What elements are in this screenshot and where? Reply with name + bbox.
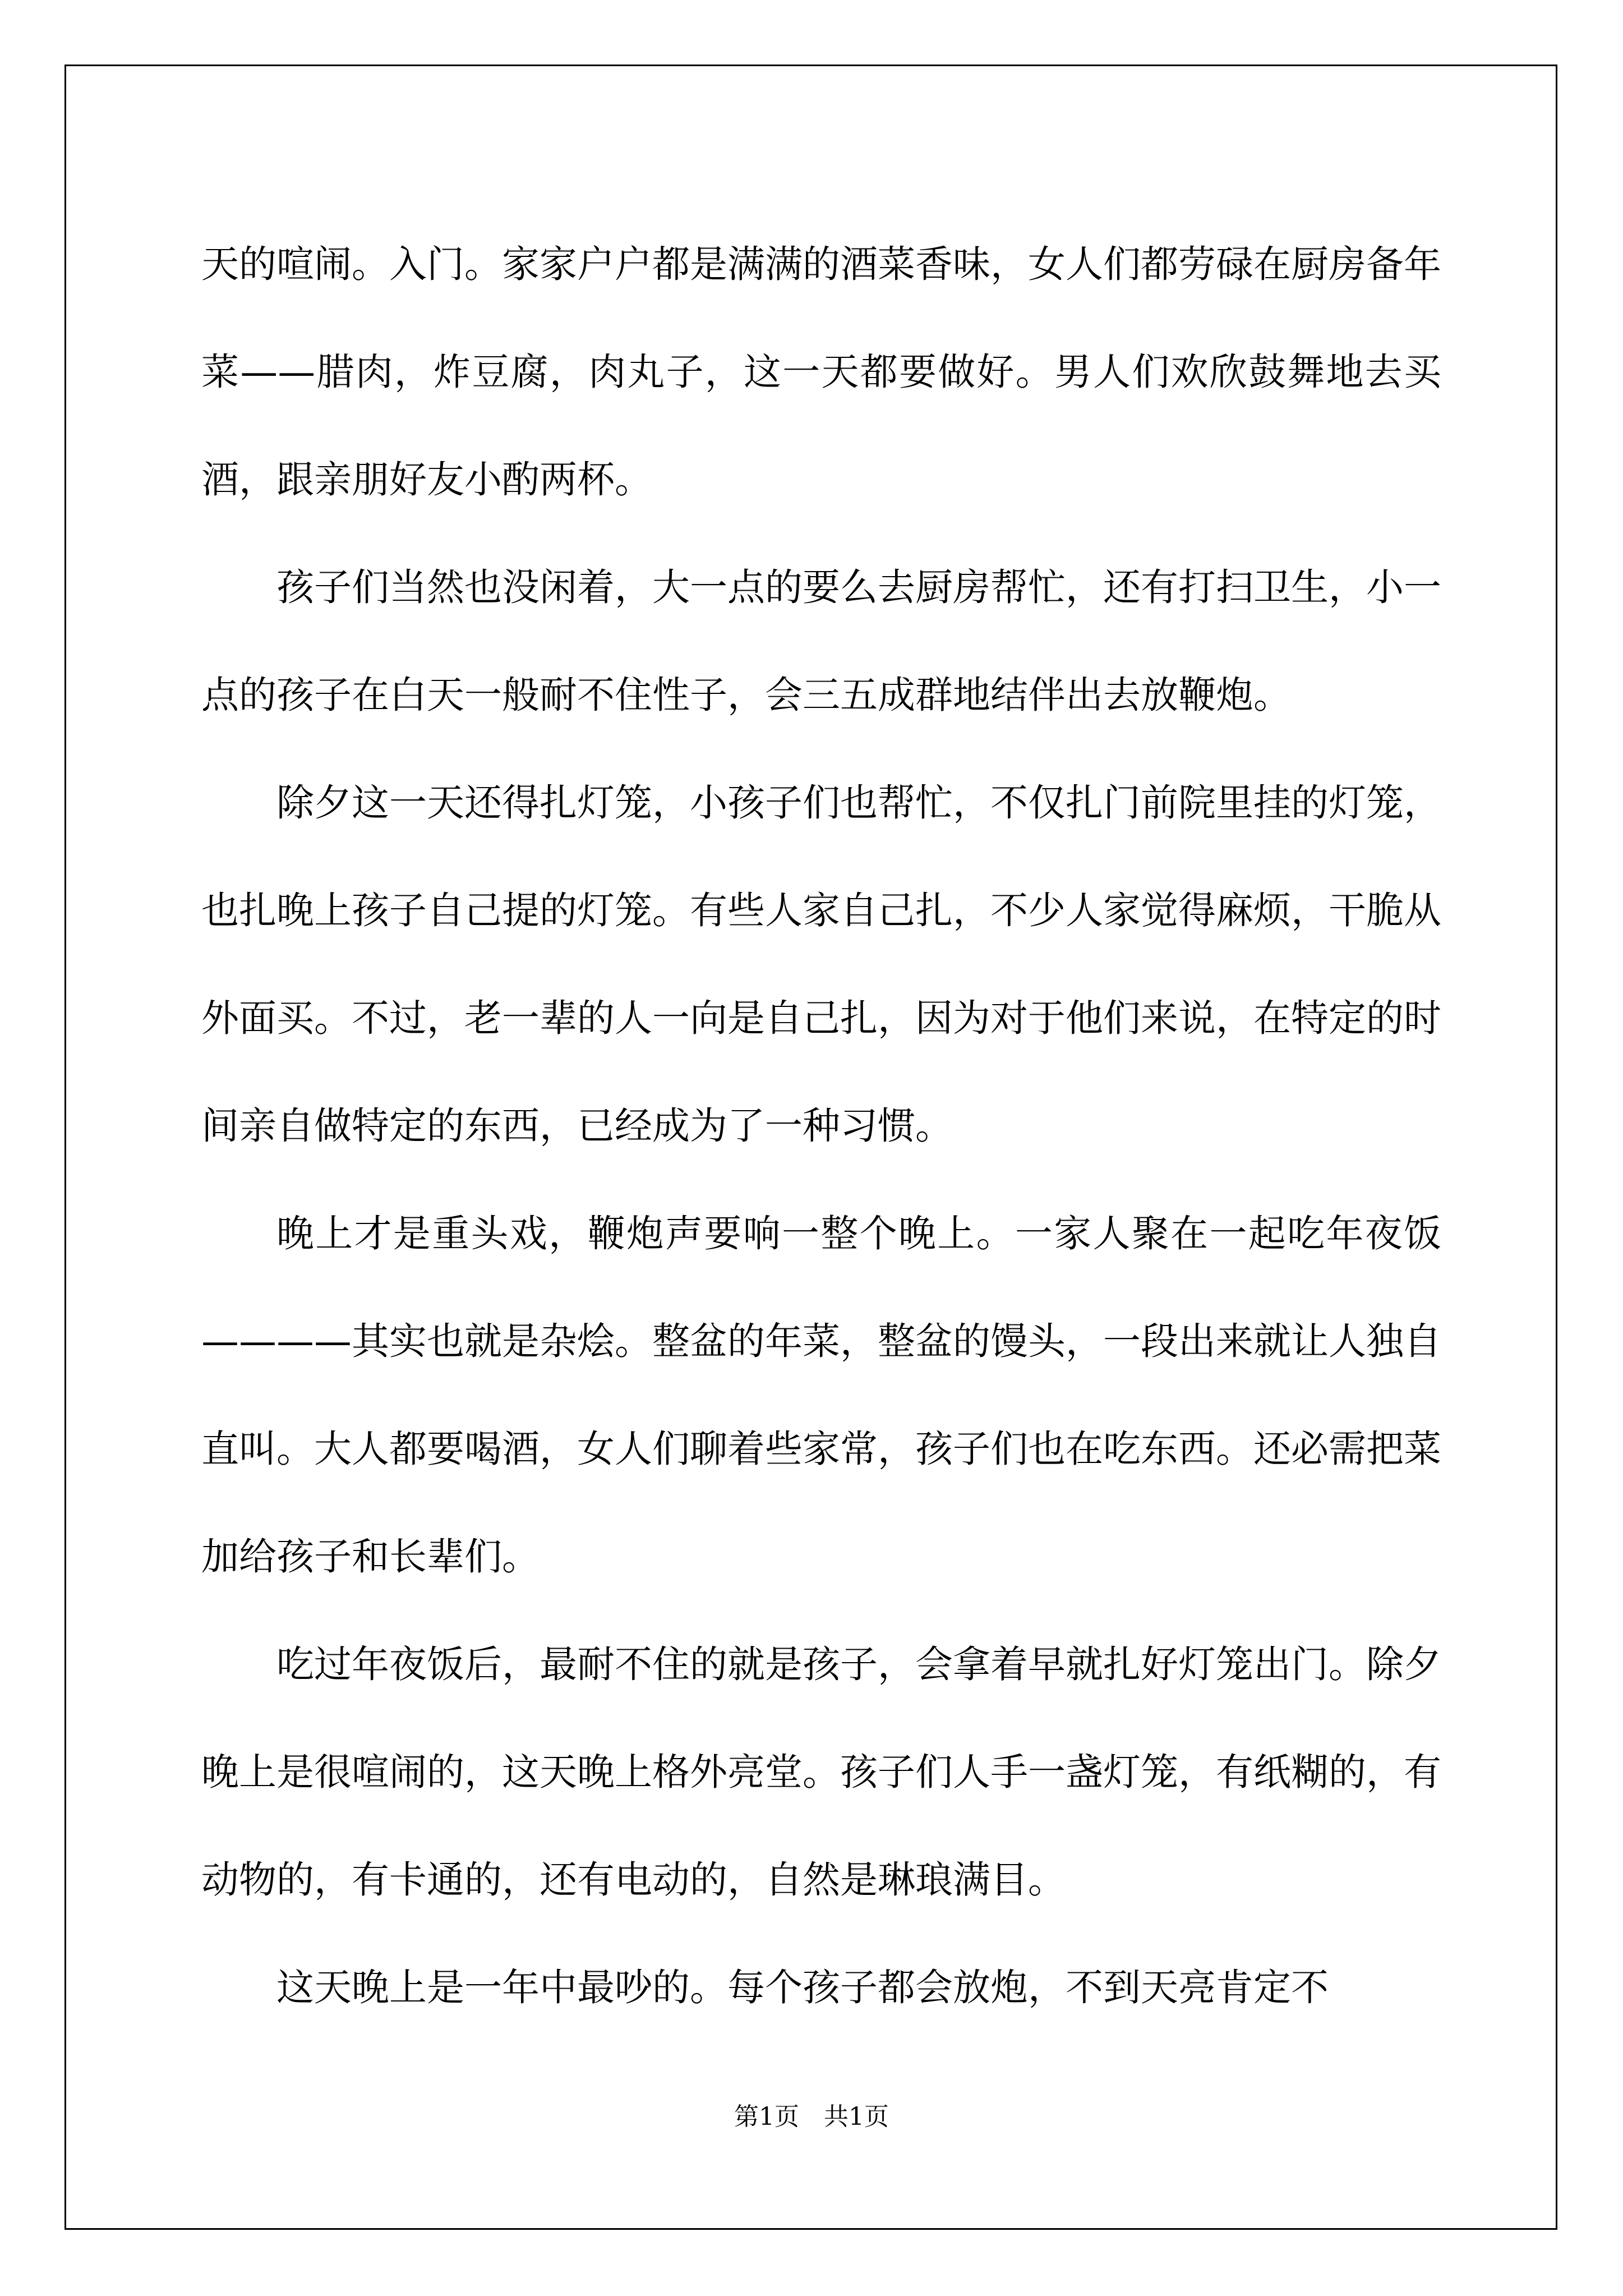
paragraph-1: 天的喧闹。入门。家家户户都是满满的酒菜香味，女人们都劳碌在厨房备年菜——腊肉，炸豆腐，肉丸子，这一天都要做好。男人们欢欣鼓舞地去买酒，跟亲朋好友小酌两杯。	[201, 242, 1441, 501]
page-number-total: 共1页	[824, 2102, 889, 2131]
document-body	[201, 210, 1441, 2041]
paragraph-4: 晚上才是重头戏，鞭炮声要响一整个晚上。一家人聚在一起吃年夜饭————其实也就是杂烩。整盆的年菜，整盆的馒头，一段出来就让人独自直叫。大人都要喝酒，女人们聊着些家常，孩子们也在吃东西。还必需把菜加给孩子和长辈们。	[201, 1212, 1441, 1579]
page-footer	[0, 2100, 1623, 2134]
paragraph-2: 孩子们当然也没闲着，大一点的要么去厨房帮忙，还有打扫卫生，小一点的孩子在白天一般耐不住性子，会三五成群地结伴出去放鞭炮。	[201, 565, 1441, 717]
paragraph-3: 除夕这一天还得扎灯笼，小孩子们也帮忙，不仅扎门前院里挂的灯笼，也扎晚上孩子自己提的灯笼。有些人家自己扎，不少人家觉得麻烦，干脆从外面买。不过，老一辈的人一向是自己扎，因为对于他们来说，在特定的时间亲自做特定的东西，已经成为了一种习惯。	[201, 781, 1441, 1148]
paragraph-5: 吃过年夜饭后，最耐不住的就是孩子，会拿着早就扎好灯笼出门。除夕晚上是很喧闹的，这天晚上格外亮堂。孩子们人手一盏灯笼，有纸糊的，有动物的，有卡通的，还有电动的，自然是琳琅满目。	[201, 1642, 1441, 1902]
paragraph-6: 这天晚上是一年中最吵的。每个孩子都会放炮，不到天亮肯定不	[276, 1966, 1329, 2009]
page-number-current: 第1页	[734, 2102, 799, 2131]
